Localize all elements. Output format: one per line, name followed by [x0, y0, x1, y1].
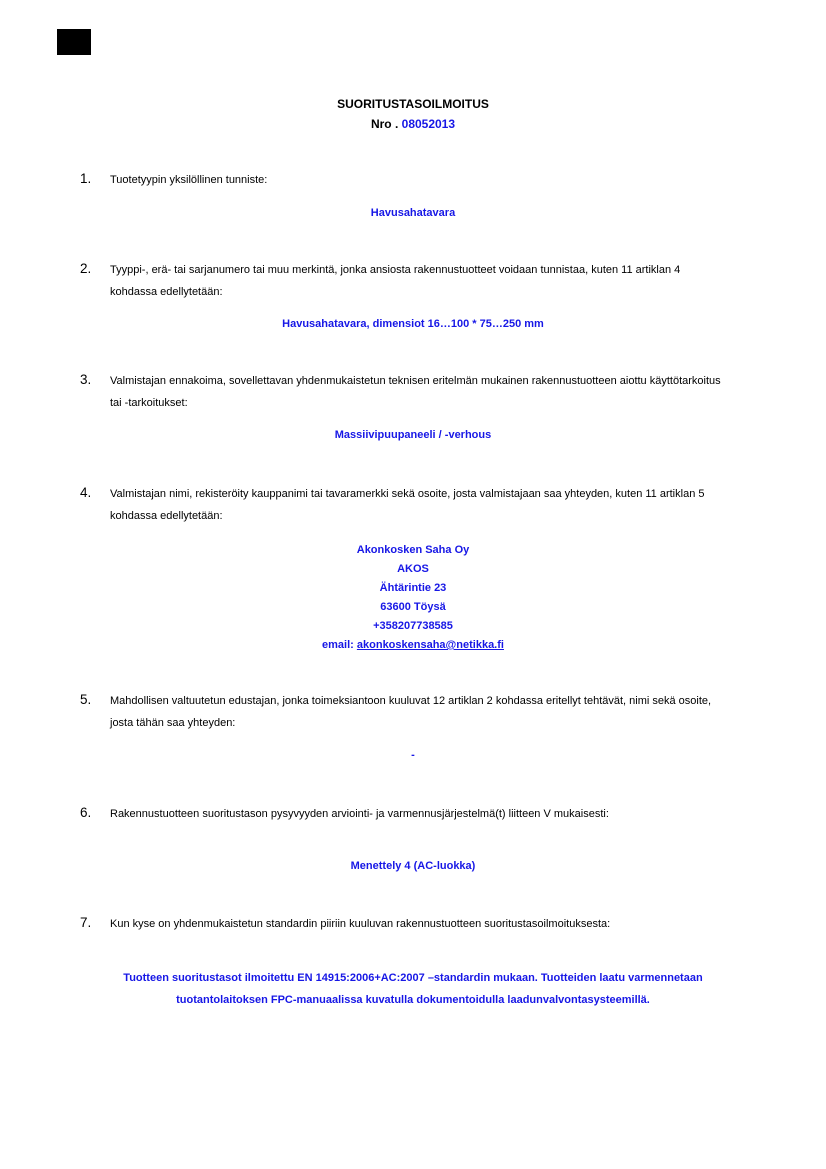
section-2-number: 2.	[80, 261, 92, 276]
document-title: SUORITUSTASOILMOITUS	[337, 97, 489, 111]
section-text-line: Mahdollisen valtuutetun edustajan, jonka toimeksiantoon kuuluvat 12 artiklan 2 kohdassa eritellyt tehtävät, nimi sekä osoite,	[110, 695, 712, 707]
section-3-answer: Massiivipuupaneeli / -verhous	[334, 429, 492, 441]
section-6	[80, 803, 786, 825]
manufacturer-name: Akonkosken Saha Oy	[356, 544, 470, 556]
section-text-line: kohdassa edellytetään:	[110, 510, 223, 522]
section-1	[80, 169, 786, 191]
section-6-answer: Menettely 4 (AC-luokka)	[350, 860, 476, 872]
manufacturer-phone: +358207738585	[373, 620, 453, 632]
section-7-answer	[0, 967, 826, 1011]
section-text-line: kohdassa edellytetään:	[110, 286, 223, 298]
answer-line: tuotantolaitoksen FPC-manuaalissa kuvatulla dokumentoidulla laadunvalvontasysteemillä.	[176, 994, 650, 1006]
email-link[interactable]: akonkoskensaha@netikka.fi	[356, 639, 504, 651]
email-label: email:	[322, 639, 354, 651]
section-text-line: josta tähän saa yhteyden:	[110, 717, 236, 729]
document-number-line	[0, 114, 826, 134]
section-3	[80, 370, 786, 414]
section-7-text	[110, 913, 786, 935]
section-5-number: 5.	[80, 692, 92, 707]
section-1-text	[110, 169, 786, 191]
section-7-number: 7.	[80, 915, 92, 930]
section-2	[80, 259, 786, 303]
redacted-logo-mark	[57, 29, 91, 55]
section-6-text	[110, 803, 786, 825]
section-7	[80, 913, 786, 935]
section-4-text	[110, 483, 786, 527]
section-5-answer: -	[411, 749, 415, 761]
section-text-line: Tuotetyypin yksilöllinen tunniste:	[110, 174, 268, 186]
section-4-number: 4.	[80, 485, 92, 500]
section-text-line: Tyyppi-, erä- tai sarjanumero tai muu merkintä, jonka ansiosta rakennustuotteet voidaan tunnistaa, kuten 11 artiklan 4	[110, 264, 681, 276]
number-value: 08052013	[401, 117, 456, 131]
section-2-text	[110, 259, 786, 303]
section-2-answer: Havusahatavara, dimensiot 16…100 * 75…250 mm	[282, 318, 544, 330]
section-3-text	[110, 370, 786, 414]
section-3-number: 3.	[80, 372, 92, 387]
section-text-line: Rakennustuotteen suoritustason pysyvyyden arviointi- ja varmennusjärjestelmä(t) liitteen V mukaisesti:	[110, 808, 609, 820]
answer-line: Tuotteen suoritustasot ilmoitettu EN 14915:2006+AC:2007 –standardin mukaan. Tuotteiden laatu varmennetaan	[123, 972, 703, 984]
section-4	[80, 483, 786, 527]
document-header	[0, 94, 826, 134]
section-text-line: Kun kyse on yhdenmukaistetun standardin piiriin kuuluvan rakennustuotteen suoritustasoilmoituksesta:	[110, 918, 611, 930]
section-1-number: 1.	[80, 171, 92, 186]
section-text-line: Valmistajan ennakoima, sovellettavan yhdenmukaistetun teknisen eritelmän mukainen rakennustuotteen aiottu käyttötarkoitus	[110, 375, 721, 387]
section-text-line: tai -tarkoitukset:	[110, 397, 188, 409]
section-1-answer: Havusahatavara	[370, 207, 456, 219]
section-5-text	[110, 690, 786, 734]
manufacturer-street: Ähtärintie 23	[379, 582, 447, 594]
manufacturer-brand: AKOS	[397, 563, 429, 575]
section-4-answer	[0, 541, 826, 655]
section-6-number: 6.	[80, 805, 92, 820]
manufacturer-email-line	[0, 636, 826, 655]
section-text-line: Valmistajan nimi, rekisteröity kauppanimi tai tavaramerkki sekä osoite, josta valmistajaan saa yhteyden, kuten 11 artiklan 5	[110, 488, 705, 500]
manufacturer-city: 63600 Töysä	[380, 601, 446, 613]
number-label: Nro .	[370, 117, 399, 131]
section-5	[80, 690, 786, 734]
